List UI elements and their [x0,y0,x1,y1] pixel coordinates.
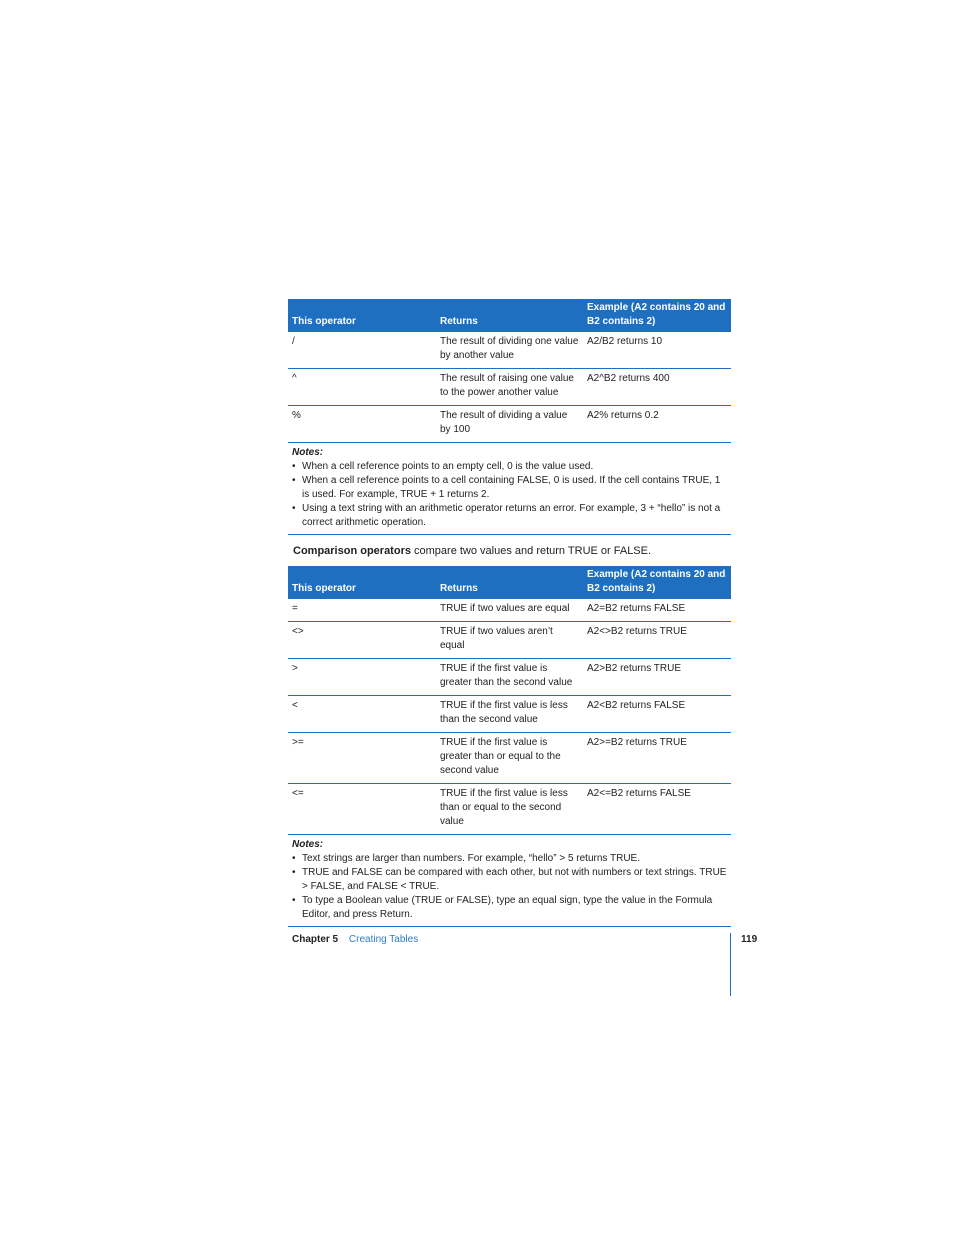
header-example: Example (A2 contains 20 and B2 contains 2) [583,299,731,332]
footer-divider [730,933,731,996]
footer-chapter-title: Creating Tables [348,934,419,945]
bullet-icon: • [292,475,296,486]
cell-operator: % [288,406,436,443]
header-example: Example (A2 contains 20 and B2 contains 2) [583,566,731,599]
bullet-icon: • [292,867,296,878]
table-row [288,406,731,443]
page-content [288,299,731,927]
header-operator: This operator [288,566,436,599]
comparison-notes [288,835,731,927]
header-returns: Returns [436,299,583,332]
cell-example: A2/B2 returns 10 [583,332,731,369]
table-row [288,369,731,406]
cell-returns: TRUE if the first value is greater than or equal to the second value [436,733,583,784]
cell-operator: <> [288,622,436,659]
table-header-row [288,299,731,332]
note-text: Text strings are larger than numbers. For example, “hello” > 5 returns TRUE. [302,853,641,864]
notes-title: Notes: [292,839,324,850]
comparison-intro [293,544,731,558]
cell-example: A2% returns 0.2 [583,406,731,443]
note-text: Using a text string with an arithmetic operator returns an error. For example, 3 + “hello” is not a correct arithmetic operation. [302,503,721,528]
list-item [292,894,727,922]
footer-chapter: Chapter 5 [292,934,339,945]
intro-term: Comparison operators [293,545,411,557]
cell-example: A2>=B2 returns TRUE [583,733,731,784]
bullet-icon: • [292,503,296,514]
cell-returns: The result of dividing a value by 100 [436,406,583,443]
table-row [288,622,731,659]
cell-returns: The result of dividing one value by another value [436,332,583,369]
cell-example: A2^B2 returns 400 [583,369,731,406]
bullet-icon: • [292,895,296,906]
page-footer [292,933,418,947]
table-row [288,659,731,696]
cell-operator: < [288,696,436,733]
table-row [288,696,731,733]
note-text: When a cell reference points to an empty cell, 0 is the value used. [302,461,594,472]
cell-example: A2<>B2 returns TRUE [583,622,731,659]
cell-example: A2<B2 returns FALSE [583,696,731,733]
cell-operator: <= [288,784,436,835]
list-item [292,852,727,866]
cell-returns: TRUE if the first value is less than the second value [436,696,583,733]
header-operator: This operator [288,299,436,332]
note-text: When a cell reference points to a cell containing FALSE, 0 is used. If the cell contains TRUE, 1 is used. For example, TRUE + 1 returns 2. [302,475,721,500]
list-item [292,474,727,502]
intro-text: compare two values and return TRUE or FALSE. [410,545,652,557]
table-header-row [288,566,731,599]
arithmetic-operators-table [288,299,731,443]
cell-returns: TRUE if the first value is greater than the second value [436,659,583,696]
page-number: 119 [741,934,758,945]
cell-operator: = [288,599,436,622]
bullet-icon: • [292,461,296,472]
cell-returns: TRUE if the first value is less than or equal to the second value [436,784,583,835]
bullet-icon: • [292,853,296,864]
cell-example: A2>B2 returns TRUE [583,659,731,696]
list-item [292,460,727,474]
header-returns: Returns [436,566,583,599]
cell-operator: >= [288,733,436,784]
cell-operator: ^ [288,369,436,406]
cell-example: A2<=B2 returns FALSE [583,784,731,835]
notes-title: Notes: [292,447,324,458]
cell-returns: The result of raising one value to the power another value [436,369,583,406]
cell-operator: / [288,332,436,369]
cell-operator: > [288,659,436,696]
arithmetic-notes [288,443,731,535]
list-item [292,866,727,894]
notes-list [292,460,727,530]
comparison-operators-table [288,566,731,835]
cell-example: A2=B2 returns FALSE [583,599,731,622]
table-row [288,332,731,369]
note-text: TRUE and FALSE can be compared with each other, but not with numbers or text strings. TRUE > FALSE, and FALSE < TRUE. [302,867,727,892]
cell-returns: TRUE if two values aren’t equal [436,622,583,659]
list-item [292,502,727,530]
table-row [288,599,731,622]
notes-list [292,852,727,922]
table-row [288,733,731,784]
table-row [288,784,731,835]
cell-returns: TRUE if two values are equal [436,599,583,622]
note-text: To type a Boolean value (TRUE or FALSE), type an equal sign, type the value in the Formula Editor, and press Return. [302,895,713,920]
